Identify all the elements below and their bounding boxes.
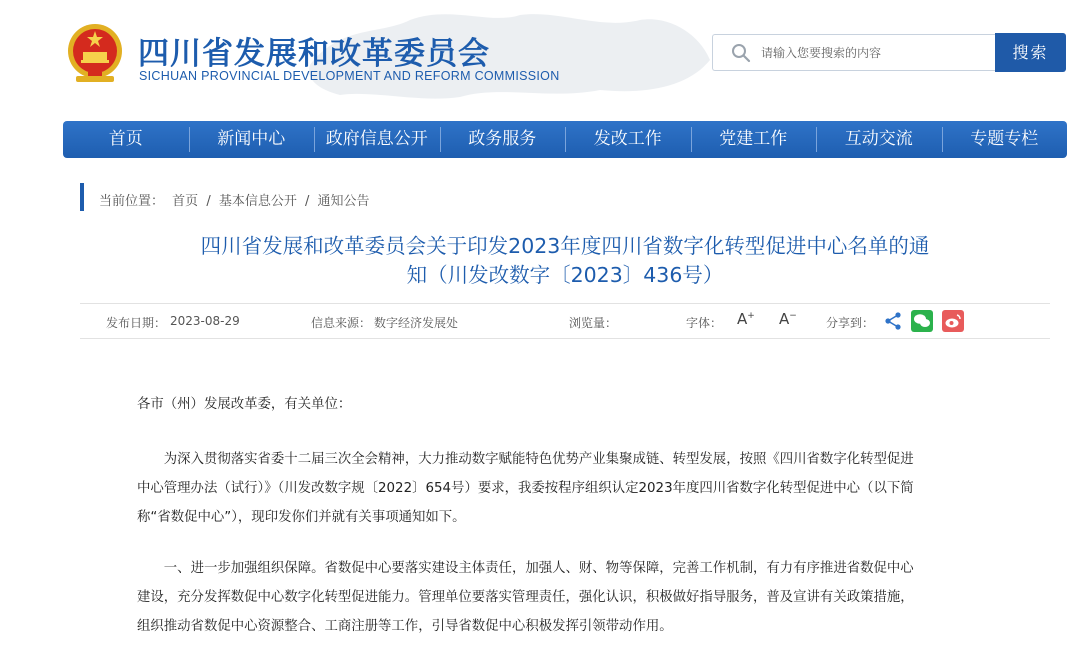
nav-item-home[interactable]: 首页: [108, 129, 143, 149]
breadcrumb-separator: /: [305, 194, 310, 209]
salutation: 各市（州）发展改革委，有关单位：: [137, 397, 352, 412]
site-header: [0, 0, 1080, 112]
article-title-line: 四川省发展和改革委员会关于印发2023年度四川省数字化转型促进中心名单的通: [200, 234, 930, 258]
nav-item-news[interactable]: 新闻中心: [189, 121, 315, 158]
article-title-line: 知（川发改数字〔2023〕436号）: [406, 263, 724, 287]
wechat-icon[interactable]: [911, 310, 933, 332]
publish-date-label: 发布日期：: [106, 316, 167, 330]
breadcrumb-prefix: 当前位置：: [99, 194, 165, 209]
article-meta: [80, 303, 1050, 339]
breadcrumb-link-info[interactable]: 基本信息公开: [218, 194, 297, 209]
search-icon: [731, 43, 751, 63]
nav-item-gov-info[interactable]: 政府信息公开: [314, 121, 440, 158]
article-title: [140, 232, 990, 290]
paragraph-line: 称“省数促中心”），现印发你们并就有关事项通知如下。: [137, 510, 466, 525]
share-icon[interactable]: [883, 311, 903, 331]
search-box: [712, 34, 996, 71]
breadcrumb-accent-bar: [80, 183, 84, 211]
breadcrumb: [99, 190, 374, 209]
publish-date: 2023-08-29: [170, 314, 240, 328]
paragraph-line: 一、进一步加强组织保障。省数促中心要落实建设主体责任，加强人、财、物等保障，完善工作机制，有力有序推进省数促中心: [163, 561, 914, 576]
font-increase-glyph: A: [737, 310, 748, 328]
nav-item-party[interactable]: 党建工作: [691, 121, 817, 158]
source-label: 信息来源：: [311, 316, 372, 330]
site-subtitle: SICHUAN PROVINCIAL DEVELOPMENT AND REFORM COMMISSION: [139, 69, 560, 83]
paragraph-line: 组织推动省数促中心资源整合、工商注册等工作，引导省数促中心积极发挥引领带动作用。: [137, 619, 673, 634]
breadcrumb-link-home[interactable]: 首页: [172, 194, 199, 209]
site-title: 四川省发展和改革委员会: [138, 36, 490, 72]
paragraph-line: 中心管理办法（试行）》（川发改数字规〔2022〕654号）要求，我委按程序组织认定2023年度四川省数字化转型促进中心（以下简: [137, 481, 914, 496]
nav-item-interaction[interactable]: 互动交流: [816, 121, 942, 158]
main-nav: [63, 121, 1067, 158]
article-body: [137, 390, 997, 641]
font-decrease-glyph: A: [779, 310, 790, 328]
search-button[interactable]: 搜索: [995, 33, 1066, 72]
font-increase-button[interactable]: A+: [737, 310, 755, 328]
paragraph-line: 为深入贯彻落实省委十二届三次全会精神，大力推动数字赋能特色优势产业集聚成链、转型发展，按照《四川省数字化转型促进: [163, 452, 914, 467]
breadcrumb-link-notices[interactable]: 通知公告: [317, 194, 370, 209]
nav-item-topics[interactable]: 专题专栏: [942, 121, 1068, 158]
weibo-icon[interactable]: [942, 310, 964, 332]
national-emblem-icon: [66, 22, 124, 84]
font-size-label: 字体：: [686, 316, 723, 330]
breadcrumb-separator: /: [206, 194, 211, 209]
views-label: 浏览量：: [569, 316, 618, 330]
source-value: 数字经济发展处: [374, 316, 459, 330]
share-label: 分享到：: [826, 316, 875, 330]
font-decrease-button[interactable]: A−: [779, 310, 797, 328]
search-input[interactable]: [761, 44, 981, 62]
nav-item-work[interactable]: 发改工作: [565, 121, 691, 158]
nav-item-services[interactable]: 政务服务: [440, 121, 566, 158]
paragraph-line: 建设，充分发挥数促中心数字化转型促进能力。管理单位要落实管理责任，强化认识，积极做好指导服务，普及宣讲有关政策措施，: [137, 590, 914, 605]
